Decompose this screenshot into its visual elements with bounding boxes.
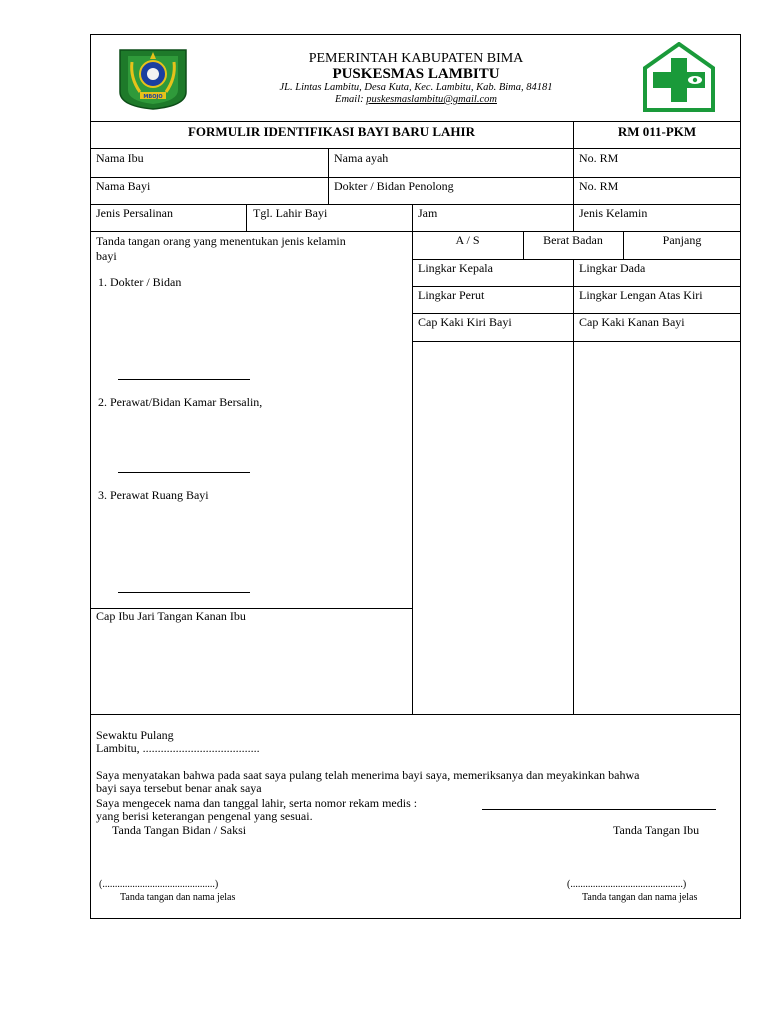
divider (90, 177, 741, 178)
signature-field-ibu[interactable]: (.............................................) (567, 879, 687, 890)
cap-ibu-jari-label: Cap Ibu Jari Tangan Kanan Ibu (96, 609, 246, 623)
divider (412, 341, 741, 342)
divider (573, 259, 574, 714)
field-lingkar-perut[interactable]: Lingkar Perut (418, 288, 485, 302)
clinic-address: JL. Lintas Lambitu, Desa Kuta, Kec. Lambitu, Kab. Bima, 84181 (279, 82, 553, 93)
field-jenis-persalinan[interactable]: Jenis Persalinan (96, 206, 173, 220)
lambitu-date-field[interactable]: Lambitu, ....................................... (96, 741, 260, 755)
form-code: RM 011-PKM (617, 124, 697, 139)
signer-dokter-bidan: 1. Dokter / Bidan (98, 275, 182, 289)
statement-line3: Saya mengecek nama dan tanggal lahir, serta nomor rekam medis : (96, 796, 418, 810)
clinic-email-line (290, 94, 542, 106)
field-jenis-kelamin[interactable]: Jenis Kelamin (579, 206, 648, 220)
field-tgl-lahir[interactable]: Tgl. Lahir Bayi (253, 206, 328, 220)
field-lingkar-kepala[interactable]: Lingkar Kepala (418, 261, 493, 275)
divider (90, 231, 741, 232)
field-lingkar-lengan[interactable]: Lingkar Lengan Atas Kiri (579, 288, 703, 302)
divider (246, 204, 247, 231)
field-jam[interactable]: Jam (418, 206, 438, 220)
divider (328, 148, 329, 204)
field-panjang[interactable]: Panjang (662, 233, 702, 247)
rekam-medis-input-line[interactable] (482, 809, 716, 810)
signature-caption-left: Tanda tangan dan nama jelas (120, 892, 236, 903)
gov-name: PEMERINTAH KABUPATEN BIMA (308, 51, 524, 66)
signature-line-dokter[interactable] (118, 379, 250, 380)
email-address[interactable]: puskesmaslambitu@gmail.com (366, 94, 497, 105)
field-lingkar-dada[interactable]: Lingkar Dada (579, 261, 646, 275)
signature-line-perawat-ruang[interactable] (118, 592, 250, 593)
field-nama-ibu[interactable]: Nama Ibu (96, 151, 144, 165)
divider (90, 714, 741, 715)
regency-emblem-logo (118, 48, 188, 110)
divider (412, 313, 741, 314)
clinic-name: PUSKESMAS LAMBITU (332, 66, 500, 82)
field-no-rm-2[interactable]: No. RM (579, 179, 619, 193)
cap-kaki-kanan-label: Cap Kaki Kanan Bayi (579, 315, 685, 329)
statement-line2: bayi saya tersebut benar anak saya (96, 781, 262, 795)
form-title: FORMULIR IDENTIFIKASI BAYI BARU LAHIR (187, 124, 475, 139)
divider (412, 204, 413, 714)
field-nama-ayah[interactable]: Nama ayah (334, 151, 389, 165)
signature-line-perawat-bersalin[interactable] (118, 472, 250, 473)
divider (412, 286, 741, 287)
divider (90, 204, 741, 205)
svg-text:MBOJO: MBOJO (143, 94, 163, 100)
health-cross-logo-icon (643, 42, 715, 112)
divider (412, 259, 741, 260)
signer-perawat-bersalin: 2. Perawat/Bidan Kamar Bersalin, (98, 395, 263, 409)
field-no-rm-1[interactable]: No. RM (579, 151, 619, 165)
signer-perawat-ruang-bayi: 3. Perawat Ruang Bayi (98, 488, 209, 502)
ttd-bidan-saksi-label: Tanda Tangan Bidan / Saksi (112, 823, 247, 837)
cap-kaki-kiri-label: Cap Kaki Kiri Bayi (418, 315, 512, 329)
sewaktu-pulang-label: Sewaktu Pulang (96, 728, 174, 742)
field-apgar-score[interactable]: A / S (455, 233, 480, 247)
signature-field-bidan[interactable]: (.............................................) (99, 879, 219, 890)
email-label: Email: (335, 94, 364, 105)
divider (90, 148, 741, 149)
statement-line1: Saya menyatakan bahwa pada saat saya pulang telah menerima bayi saya, memeriksanya dan meyakinkan bahwa (96, 768, 640, 782)
ttd-instruction-line1: Tanda tangan orang yang menentukan jenis kelamin (96, 234, 346, 248)
field-nama-bayi[interactable]: Nama Bayi (96, 179, 151, 193)
statement-line4: yang berisi keterangan pengenal yang sesuai. (96, 809, 313, 823)
field-dokter-bidan[interactable]: Dokter / Bidan Penolong (334, 179, 454, 193)
signature-caption-right: Tanda tangan dan nama jelas (582, 892, 698, 903)
ttd-ibu-label: Tanda Tangan Ibu (613, 823, 700, 837)
field-berat-badan[interactable]: Berat Badan (543, 233, 603, 247)
ttd-instruction-line2: bayi (96, 249, 117, 263)
divider (90, 121, 741, 122)
